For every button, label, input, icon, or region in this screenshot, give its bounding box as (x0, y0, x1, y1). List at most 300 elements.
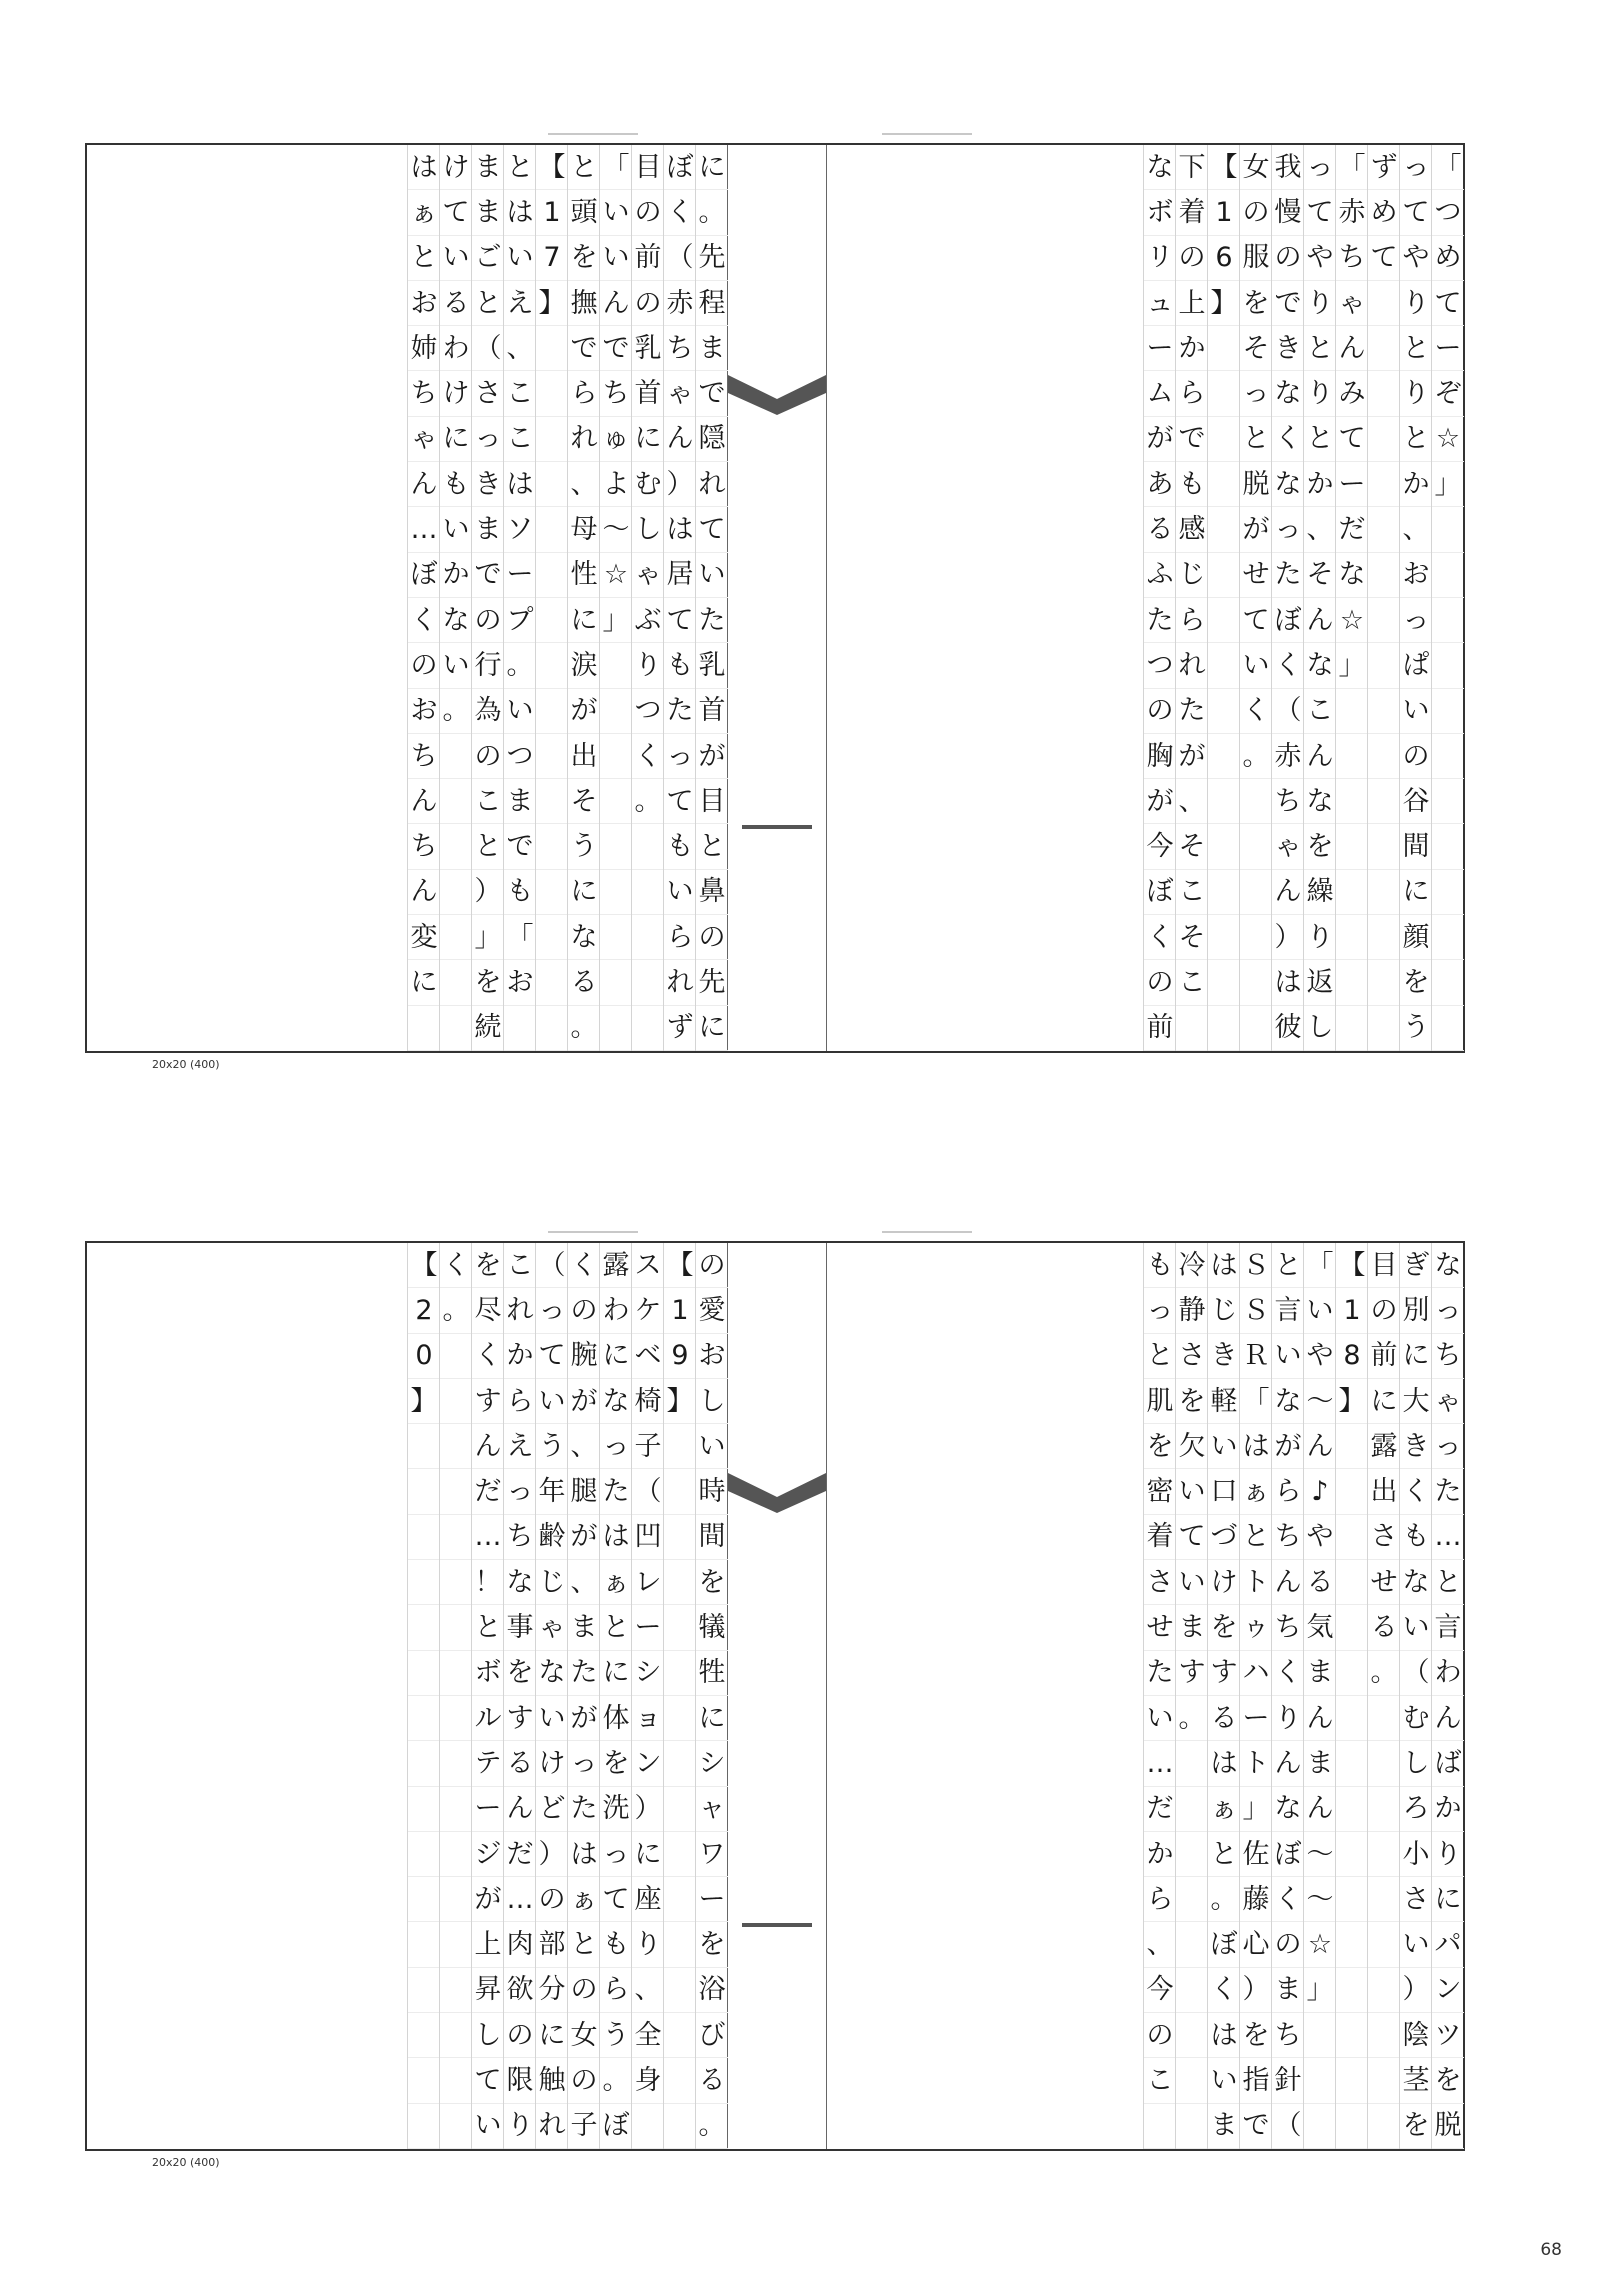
manuscript-cell: ち (1272, 2013, 1304, 2058)
manuscript-cell: そ (1176, 824, 1208, 869)
manuscript-cell: て (1176, 1515, 1208, 1560)
manuscript-cell: を (1240, 281, 1272, 326)
manuscript-cell: し (472, 2013, 504, 2058)
manuscript-cell: と (1400, 326, 1432, 371)
manuscript-cell: ン (1432, 1968, 1464, 2013)
manuscript-cell: り (504, 2104, 536, 2149)
manuscript-column (1303, 1243, 1335, 2149)
manuscript-cell: れ (504, 1288, 536, 1333)
page-number: 68 (1540, 2240, 1562, 2260)
manuscript-cell (664, 1696, 696, 1741)
manuscript-cell (1336, 824, 1368, 869)
manuscript-cell (536, 689, 568, 734)
manuscript-cell: な (1272, 1379, 1304, 1424)
manuscript-column (535, 1243, 567, 2149)
manuscript-cell (1336, 1968, 1368, 2013)
manuscript-cell: 乳 (632, 326, 664, 371)
manuscript-cell: し (632, 507, 664, 552)
manuscript-cell: に (1432, 1877, 1464, 1922)
manuscript-column (1143, 145, 1175, 1051)
manuscript-cell: や (1304, 1515, 1336, 1560)
manuscript-cell: は (408, 145, 440, 190)
manuscript-column (503, 145, 535, 1051)
manuscript-cell: は (1208, 1741, 1240, 1786)
manuscript-cell: い (472, 2104, 504, 2149)
manuscript-cell: ー (504, 553, 536, 598)
manuscript-cell: の (1368, 1288, 1400, 1333)
manuscript-cell: で (1176, 417, 1208, 462)
manuscript-cell: ボ (1144, 190, 1176, 235)
manuscript-cell: 大 (1400, 1379, 1432, 1424)
manuscript-cell: さ (1176, 1334, 1208, 1379)
manuscript-cell: て (1336, 417, 1368, 462)
manuscript-cell: ん (1272, 1560, 1304, 1605)
manuscript-cell: を (1240, 2013, 1272, 2058)
manuscript-cell: が (696, 734, 728, 779)
manuscript-cell: か (1176, 326, 1208, 371)
manuscript-cell: シ (696, 1741, 728, 1786)
manuscript-cell (440, 2104, 472, 2149)
manuscript-cell: り (1304, 281, 1336, 326)
manuscript-cell: 言 (1272, 1288, 1304, 1333)
manuscript-cell: シ (632, 1651, 664, 1696)
manuscript-cell (1368, 643, 1400, 688)
manuscript-cell (632, 1006, 664, 1051)
manuscript-cell: ん (1304, 1696, 1336, 1741)
manuscript-cell (664, 1560, 696, 1605)
manuscript-cell: 1 (664, 1288, 696, 1333)
manuscript-cell: て (1368, 236, 1400, 281)
manuscript-cell (1432, 689, 1464, 734)
manuscript-cell: り (632, 1922, 664, 1967)
manuscript-cell: ぼ (408, 553, 440, 598)
manuscript-cell: か (440, 553, 472, 598)
manuscript-cell: い (1400, 689, 1432, 734)
manuscript-column (535, 145, 567, 1051)
manuscript-cell: わ (1432, 1651, 1464, 1696)
manuscript-cell (1432, 507, 1464, 552)
manuscript-cell: の (536, 1877, 568, 1922)
manuscript-cell: （ (536, 1243, 568, 1288)
manuscript-cell (664, 1651, 696, 1696)
manuscript-cell: 脱 (1432, 2104, 1464, 2149)
manuscript-column (1431, 145, 1463, 1051)
manuscript-cell: 8 (1336, 1334, 1368, 1379)
manuscript-cell: 愛 (696, 1288, 728, 1333)
manuscript-cell: た (1272, 553, 1304, 598)
manuscript-cell (664, 1469, 696, 1514)
manuscript-cell (600, 643, 632, 688)
manuscript-cell (1176, 1968, 1208, 2013)
manuscript-cell (536, 1006, 568, 1051)
manuscript-cell: し (696, 1379, 728, 1424)
manuscript-cell: た (664, 689, 696, 734)
manuscript-column (1175, 1243, 1207, 2149)
manuscript-cell: い (536, 1379, 568, 1424)
manuscript-cell: ま (1304, 1741, 1336, 1786)
manuscript-cell: て (1400, 190, 1432, 235)
manuscript-cell (1368, 1006, 1400, 1051)
manuscript-cell: ー (1432, 326, 1464, 371)
manuscript-cell: た (568, 1651, 600, 1696)
grid-size-label-2: 20x20 (400) (152, 2156, 220, 2169)
manuscript-cell (1432, 915, 1464, 960)
manuscript-cell: と (472, 824, 504, 869)
manuscript-cell (440, 1922, 472, 1967)
manuscript-cell: の (1272, 1922, 1304, 1967)
manuscript-cell: り (1304, 915, 1336, 960)
manuscript-column (1175, 145, 1207, 1051)
manuscript-cell (1336, 1560, 1368, 1605)
manuscript-cell (1336, 915, 1368, 960)
manuscript-cell: て (664, 779, 696, 824)
manuscript-column (471, 1243, 503, 2149)
manuscript-cell: 犠 (696, 1605, 728, 1650)
manuscript-cell: 赤 (1272, 734, 1304, 779)
manuscript-cell (1208, 1006, 1240, 1051)
manuscript-cell: 冷 (1176, 1243, 1208, 1288)
manuscript-cell: 上 (472, 1922, 504, 1967)
manuscript-cell: ぼ (664, 145, 696, 190)
manuscript-cell: い (1208, 2058, 1240, 2103)
manuscript-cell: だ (1144, 1787, 1176, 1832)
manuscript-cell: ば (1432, 1741, 1464, 1786)
manuscript-cell: 座 (632, 1877, 664, 1922)
manuscript-cell: ん (472, 1424, 504, 1469)
manuscript-cell: て (696, 507, 728, 552)
manuscript-column (439, 1243, 471, 2149)
manuscript-cell: う (568, 824, 600, 869)
manuscript-cell: ん (1272, 870, 1304, 915)
manuscript-cell (1336, 960, 1368, 1005)
manuscript-cell: じ (536, 1560, 568, 1605)
manuscript-cell (1176, 2104, 1208, 2149)
manuscript-cell (408, 1469, 440, 1514)
manuscript-cell (664, 1922, 696, 1967)
manuscript-cell: く (664, 190, 696, 235)
manuscript-cell: 感 (1176, 507, 1208, 552)
manuscript-cell: ぁ (600, 1560, 632, 1605)
manuscript-cell (536, 915, 568, 960)
manuscript-cell: に (536, 2013, 568, 2058)
manuscript-cell: 別 (1400, 1288, 1432, 1333)
manuscript-cell: ー (1144, 326, 1176, 371)
manuscript-cell: あ (1144, 462, 1176, 507)
manuscript-cell: る (568, 960, 600, 1005)
manuscript-cell: ら (1144, 1877, 1176, 1922)
manuscript-cell: い (440, 507, 472, 552)
manuscript-cell: 】 (536, 281, 568, 326)
manuscript-column (1335, 1243, 1367, 2149)
manuscript-cell: し (1304, 1006, 1336, 1051)
manuscript-cell: ー (696, 1877, 728, 1922)
manuscript-cell: い (664, 870, 696, 915)
manuscript-cell (1240, 960, 1272, 1005)
manuscript-cell: ぼ (1208, 1922, 1240, 1967)
manuscript-cell (1368, 779, 1400, 824)
manuscript-cell: （ (1400, 1651, 1432, 1696)
manuscript-cell: 為 (472, 689, 504, 734)
manuscript-cell: つ (1144, 643, 1176, 688)
manuscript-cell: て (1304, 190, 1336, 235)
manuscript-cell: ろ (1400, 1787, 1432, 1832)
manuscript-cell: は (664, 507, 696, 552)
manuscript-cell: も (1144, 1243, 1176, 1288)
manuscript-cell: さ (1144, 1560, 1176, 1605)
manuscript-cell: に (440, 417, 472, 462)
manuscript-cell: 0 (408, 1334, 440, 1379)
manuscript-cell: も (1176, 462, 1208, 507)
manuscript-cell: 母 (568, 507, 600, 552)
manuscript-cell (440, 2013, 472, 2058)
manuscript-cell: が (568, 1515, 600, 1560)
manuscript-cell: び (696, 2013, 728, 2058)
manuscript-cell: そ (1176, 915, 1208, 960)
manuscript-cell (536, 870, 568, 915)
manuscript-cell: 】 (408, 1379, 440, 1424)
manuscript-cell: ち (1272, 1605, 1304, 1650)
manuscript-cell: に (696, 1696, 728, 1741)
manuscript-cell: の (632, 190, 664, 235)
manuscript-cell: 9 (664, 1334, 696, 1379)
manuscript-cell (1208, 462, 1240, 507)
manuscript-cell: と (1432, 1560, 1464, 1605)
manuscript-cell (1432, 553, 1464, 598)
manuscript-cell (440, 1334, 472, 1379)
manuscript-cell: ぁ (1240, 1469, 1272, 1514)
manuscript-cell (1208, 643, 1240, 688)
manuscript-cell: た (696, 598, 728, 643)
manuscript-cell: は (1208, 1243, 1240, 1288)
manuscript-cell: さ (472, 371, 504, 416)
manuscript-cell: も (600, 1922, 632, 1967)
manuscript-cell: ん (408, 779, 440, 824)
manuscript-cell (600, 960, 632, 1005)
manuscript-cell: っ (504, 1469, 536, 1514)
manuscript-cell (408, 1006, 440, 1051)
manuscript-cell (440, 1696, 472, 1741)
manuscript-cell: お (408, 281, 440, 326)
manuscript-cell: 。 (1176, 1696, 1208, 1741)
manuscript-cell: い (600, 236, 632, 281)
manuscript-cell (408, 1922, 440, 1967)
manuscript-cell: 、 (1144, 1922, 1176, 1967)
manuscript-cell (1432, 779, 1464, 824)
manuscript-cell: る (1208, 1696, 1240, 1741)
manuscript-cell: ら (504, 1379, 536, 1424)
manuscript-cell: … (408, 507, 440, 552)
manuscript-cell (408, 1651, 440, 1696)
manuscript-cell: 女 (568, 2013, 600, 2058)
manuscript-cell: そ (568, 779, 600, 824)
manuscript-cell: や (1304, 236, 1336, 281)
manuscript-cell: 今 (1144, 824, 1176, 869)
manuscript-cell: が (1144, 417, 1176, 462)
manuscript-cell: は (504, 462, 536, 507)
manuscript-cell (1368, 326, 1400, 371)
manuscript-cell: （ (1272, 689, 1304, 734)
manuscript-cell (1176, 1877, 1208, 1922)
manuscript-cell: た (568, 1787, 600, 1832)
manuscript-cell: ん (1304, 1787, 1336, 1832)
manuscript-cell: か (1144, 1832, 1176, 1877)
manuscript-column (1367, 145, 1399, 1051)
manuscript-cell (440, 1651, 472, 1696)
manuscript-cell: ー (472, 1787, 504, 1832)
manuscript-cell: ま (1208, 2104, 1240, 2149)
manuscript-cell (1368, 2013, 1400, 2058)
manuscript-cell: と (600, 1605, 632, 1650)
manuscript-cell: か (1304, 462, 1336, 507)
manuscript-cell: く (440, 1243, 472, 1288)
manuscript-cell: 、 (504, 326, 536, 371)
manuscript-cell: て (472, 2058, 504, 2103)
manuscript-cell: 「 (1336, 145, 1368, 190)
manuscript-cell: 今 (1144, 1968, 1176, 2013)
manuscript-cell (1336, 1877, 1368, 1922)
manuscript-cell (1368, 824, 1400, 869)
manuscript-cell: は (1208, 2013, 1240, 2058)
manuscript-cell: 【 (408, 1243, 440, 1288)
manuscript-column (567, 145, 599, 1051)
manuscript-cell: を (1400, 960, 1432, 1005)
manuscript-cell: な (1272, 1787, 1304, 1832)
manuscript-cell: で (696, 371, 728, 416)
manuscript-cell: 凹 (632, 1515, 664, 1560)
manuscript-cell: だ (504, 1832, 536, 1877)
manuscript-cell (1208, 507, 1240, 552)
manuscript-cell: ベ (632, 1334, 664, 1379)
manuscript-cell: く (1272, 1877, 1304, 1922)
manuscript-cell: る (1368, 1605, 1400, 1650)
manuscript-column (503, 1243, 535, 2149)
manuscript-cell: 洗 (600, 1787, 632, 1832)
manuscript-cell: 乳 (696, 643, 728, 688)
manuscript-cell: 我 (1272, 145, 1304, 190)
manuscript-cell (1336, 1651, 1368, 1696)
manuscript-cell: た (1432, 1469, 1464, 1514)
manuscript-cell: ワ (696, 1832, 728, 1877)
manuscript-cell: ん (1304, 734, 1336, 779)
manuscript-cell (440, 734, 472, 779)
manuscript-cell: い (504, 689, 536, 734)
manuscript-cell (408, 1696, 440, 1741)
manuscript-cell: ） (632, 1787, 664, 1832)
manuscript-cell: る (504, 1741, 536, 1786)
manuscript-cell (1368, 462, 1400, 507)
manuscript-cell: 、 (568, 462, 600, 507)
manuscript-cell: 浴 (696, 1968, 728, 2013)
manuscript-cell (504, 1006, 536, 1051)
manuscript-cell: ゃ (1272, 824, 1304, 869)
manuscript-cell: お (1400, 553, 1432, 598)
manuscript-cell: 肌 (1144, 1379, 1176, 1424)
manuscript-cell: を (1144, 1424, 1176, 1469)
manuscript-cell: ら (664, 915, 696, 960)
manuscript-cell: 、 (1400, 507, 1432, 552)
manuscript-cell: く (1272, 417, 1304, 462)
manuscript-cell: い (1240, 643, 1272, 688)
manuscript-cell: 限 (504, 2058, 536, 2103)
manuscript-cell: と (1240, 1515, 1272, 1560)
manuscript-cell (1368, 870, 1400, 915)
manuscript-cell: ） (472, 870, 504, 915)
manuscript-cell: に (600, 1651, 632, 1696)
manuscript-cell (1432, 824, 1464, 869)
manuscript-cell: む (632, 462, 664, 507)
manuscript-cell: っ (600, 1832, 632, 1877)
manuscript-cell: 針 (1272, 2058, 1304, 2103)
manuscript-cell: ま (472, 190, 504, 235)
manuscript-sheet-1 (85, 143, 1465, 1053)
manuscript-cell: ら (1176, 371, 1208, 416)
manuscript-cell: っ (664, 734, 696, 779)
manuscript-cell: な (1304, 779, 1336, 824)
manuscript-cell: 行 (472, 643, 504, 688)
manuscript-column (1367, 1243, 1399, 2149)
manuscript-cell: 。 (440, 1288, 472, 1333)
manuscript-cell: ー (632, 1605, 664, 1650)
manuscript-cell: ぁ (568, 1877, 600, 1922)
manuscript-cell: す (1176, 1651, 1208, 1696)
manuscript-cell: た (1176, 689, 1208, 734)
manuscript-cell (664, 1968, 696, 2013)
manuscript-cell: で (1272, 281, 1304, 326)
manuscript-cell: ち (408, 371, 440, 416)
manuscript-cell: ゃ (1432, 1379, 1464, 1424)
manuscript-cell: 6 (1208, 236, 1240, 281)
manuscript-cell: 。 (696, 2104, 728, 2149)
manuscript-cell (408, 2104, 440, 2149)
fishtail-mark (728, 1473, 826, 1513)
manuscript-cell (440, 1424, 472, 1469)
manuscript-cell: 指 (1240, 2058, 1272, 2103)
manuscript-cell: に (696, 145, 728, 190)
manuscript-cell: … (504, 1877, 536, 1922)
manuscript-cell (1336, 2013, 1368, 2058)
manuscript-cell: の (696, 1243, 728, 1288)
manuscript-cell: る (696, 2058, 728, 2103)
manuscript-cell: ゃ (536, 1605, 568, 1650)
manuscript-cell: （ (472, 326, 504, 371)
manuscript-cell: 言 (1432, 1605, 1464, 1650)
manuscript-cell: ん (1432, 1696, 1464, 1741)
manuscript-cell: 目 (1368, 1243, 1400, 1288)
manuscript-cell (1240, 824, 1272, 869)
manuscript-cell (1208, 779, 1240, 824)
manuscript-cell (408, 1515, 440, 1560)
manuscript-cell: な (1272, 371, 1304, 416)
manuscript-cell (632, 824, 664, 869)
manuscript-cell: が (1272, 1424, 1304, 1469)
manuscript-cell (440, 1379, 472, 1424)
manuscript-cell: 着 (1176, 190, 1208, 235)
manuscript-cell: ん (1304, 598, 1336, 643)
sheet-1-right-half (823, 145, 1463, 1051)
manuscript-cell (536, 417, 568, 462)
manuscript-cell: と (1272, 1243, 1304, 1288)
manuscript-cell: 露 (1368, 1424, 1400, 1469)
manuscript-cell: す (504, 1696, 536, 1741)
manuscript-cell (664, 1424, 696, 1469)
manuscript-cell: て (600, 1877, 632, 1922)
manuscript-cell: ず (1368, 145, 1400, 190)
manuscript-cell: な (1272, 462, 1304, 507)
manuscript-cell: に (600, 1334, 632, 1379)
manuscript-cell (1176, 1832, 1208, 1877)
manuscript-cell: の (472, 734, 504, 779)
manuscript-column (1207, 145, 1239, 1051)
